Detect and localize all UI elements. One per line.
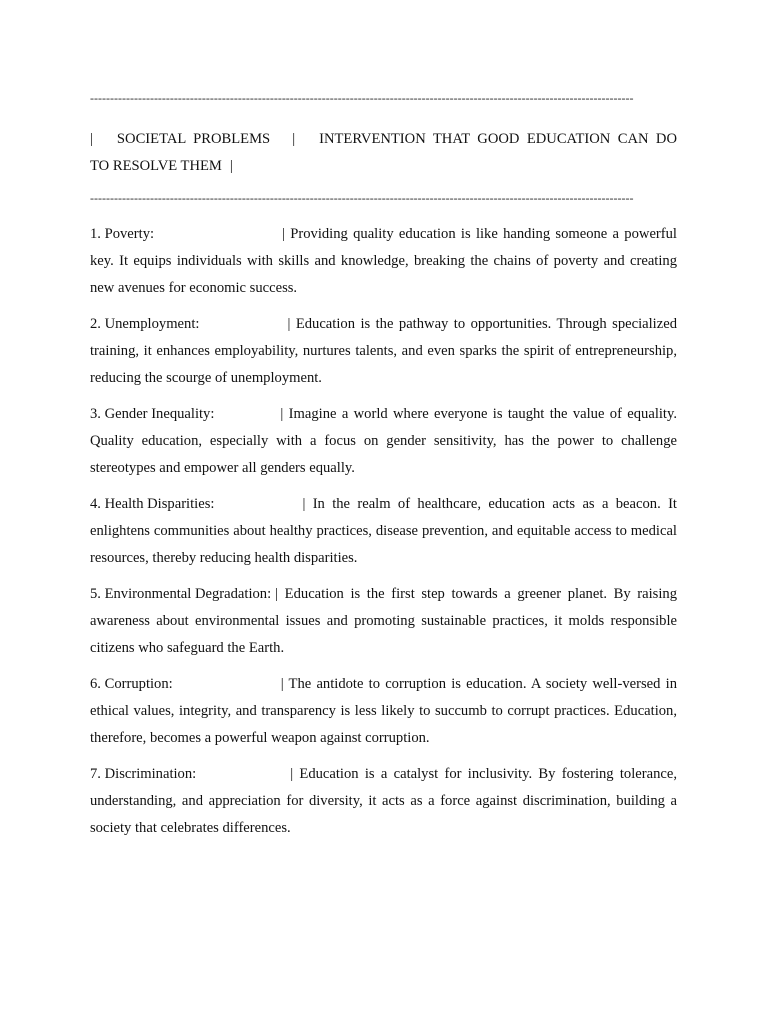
- intervention-text: | Providing quality education is like handing someone a powerful key. It equips individuals with skills and knowledge, breaking the chains of poverty and creating new avenues for economic success.: [90, 226, 677, 296]
- header-col-intervention: INTERVENTION THAT GOOD EDUCATION CAN DO TO RESOLVE THEM: [90, 131, 677, 174]
- top-divider: ----------------------------------------------------------------------------------------------------------------------------------------: [90, 92, 634, 104]
- problem-label: 6. Corruption:: [90, 676, 173, 692]
- problem-label: 5. Environmental Degradation:: [90, 586, 272, 602]
- intervention-text: | Education is the pathway to opportunities. Through specialized training, it enhances employability, nurtures talents, and even sparks the spirit of entrepreneurship, reducing the scourge of unemployment.: [90, 316, 677, 386]
- document-page: [90, 92, 677, 851]
- header-pipe-left: |: [90, 131, 93, 147]
- header-pipe-right: |: [229, 158, 233, 174]
- problem-label: 7. Discrimination:: [90, 766, 197, 782]
- header-pipe-mid: |: [292, 131, 296, 147]
- table-header: [90, 126, 677, 180]
- list-item: [90, 221, 677, 302]
- list-item: [90, 671, 677, 752]
- problem-label: 2. Unemployment:: [90, 316, 200, 332]
- intervention-text: | The antidote to corruption is education. A society well-versed in ethical values, integrity, and transparency is less likely to succumb to corrupt practices. Education, therefore, becomes a powerful weapon against corruption.: [90, 676, 677, 746]
- header-col-societal-problems: SOCIETAL PROBLEMS: [116, 131, 271, 147]
- problem-list: [90, 221, 677, 842]
- intervention-text: | In the realm of healthcare, education acts as a beacon. It enlightens communities about healthy practices, disease prevention, and equitable access to medical resources, thereby reducing health disparities.: [90, 496, 677, 566]
- list-item: [90, 311, 677, 392]
- problem-label: 1. Poverty:: [90, 226, 155, 242]
- intervention-text: | Education is the first step towards a greener planet. By raising awareness about environmental issues and promoting sustainable practices, it molds responsible citizens who safeguard the Earth.: [90, 586, 677, 656]
- list-item: [90, 581, 677, 662]
- problem-label: 4. Health Disparities:: [90, 496, 215, 512]
- intervention-text: | Imagine a world where everyone is taught the value of equality. Quality education, especially with a focus on gender sensitivity, has the power to challenge stereotypes and empower all genders equally.: [90, 406, 677, 476]
- list-item: [90, 761, 677, 842]
- header-divider: ----------------------------------------------------------------------------------------------------------------------------------------: [90, 192, 634, 204]
- problem-label: 3. Gender Inequality:: [90, 406, 215, 422]
- intervention-text: | Education is a catalyst for inclusivity. By fostering tolerance, understanding, and appreciation for diversity, it acts as a force against discrimination, building a society that celebrates differences.: [90, 766, 677, 836]
- list-item: [90, 491, 677, 572]
- list-item: [90, 401, 677, 482]
